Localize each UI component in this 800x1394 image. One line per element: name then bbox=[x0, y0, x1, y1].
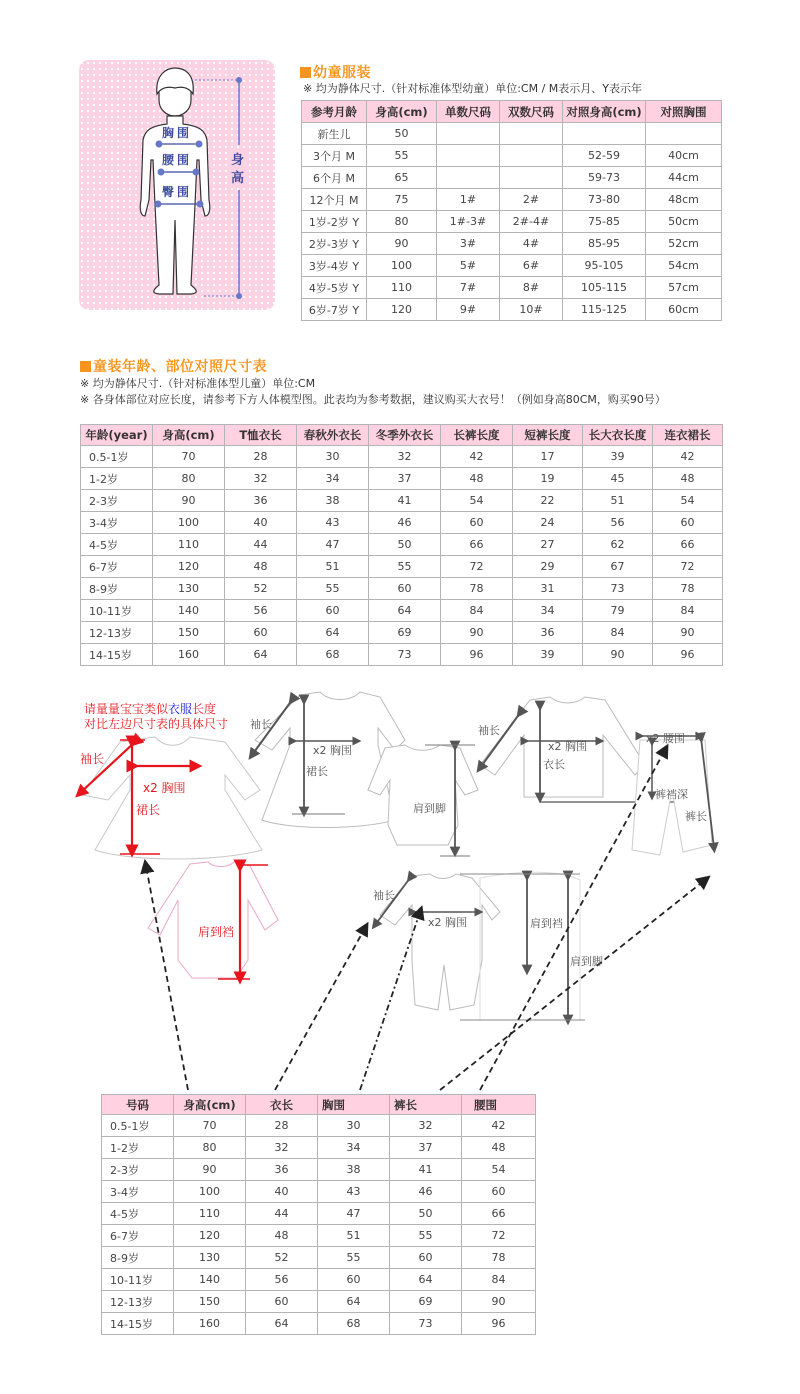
skirt-length-label-red: 裙长 bbox=[136, 803, 161, 817]
table-row: 0.5-1岁 70 28 30 32 42 bbox=[102, 1115, 536, 1137]
chest-x2-label: x2 胸围 bbox=[313, 744, 353, 757]
col-header: 单数尺码 bbox=[437, 101, 500, 123]
table-row: 1-2岁 80 32 34 37 48 19 45 48 bbox=[81, 468, 723, 490]
chest-x2-label: x2 胸围 bbox=[428, 916, 468, 929]
table-row: 0.5-1岁 70 28 30 32 42 17 39 42 bbox=[81, 446, 723, 468]
table-row: 4-5岁 110 44 47 50 66 27 62 66 bbox=[81, 534, 723, 556]
table-row: 6岁-7岁 Y 120 9# 10# 115-125 60cm bbox=[302, 299, 722, 321]
infant-section-title: 幼童服装 bbox=[300, 62, 371, 82]
chest-x2-label-red: x2 胸围 bbox=[143, 781, 186, 795]
measure-instruction-line-2: 对比左边尺寸表的具体尺寸 bbox=[84, 717, 229, 731]
table-row: 6-7岁 120 48 51 55 72 29 67 72 bbox=[81, 556, 723, 578]
table-row: 2岁-3岁 Y 90 3# 4# 85-95 52cm bbox=[302, 233, 722, 255]
shoulder-to-foot-label: 肩到脚 bbox=[413, 802, 446, 815]
table-row: 6个月 M 65 59-73 44cm bbox=[302, 167, 722, 189]
col-header: 对照身高(cm) bbox=[563, 101, 646, 123]
chest-label: 胸围 bbox=[162, 126, 193, 140]
table-row: 10-11岁 140 56 60 64 84 34 79 84 bbox=[81, 600, 723, 622]
infant-size-table bbox=[301, 100, 722, 321]
sleeve-length-label: 袖长 bbox=[250, 718, 272, 731]
square-bullet-icon bbox=[80, 361, 91, 372]
chest-x2-label: x2 胸围 bbox=[548, 740, 588, 753]
table-row: 1岁-2岁 Y 80 1#-3# 2#-4# 75-85 50cm bbox=[302, 211, 722, 233]
col-header: 双数尺码 bbox=[500, 101, 563, 123]
table-header-row bbox=[302, 101, 722, 123]
waist-x2-label: x2 腰围 bbox=[646, 732, 686, 745]
table-row: 3-4岁 100 40 43 46 60 bbox=[102, 1181, 536, 1203]
shoulder-to-foot-label: 肩到脚 bbox=[570, 955, 603, 968]
table-row: 1-2岁 80 32 34 37 48 bbox=[102, 1137, 536, 1159]
crotch-depth-label: 裤裆深 bbox=[655, 788, 688, 801]
table-row: 12-13岁 150 60 64 69 90 bbox=[102, 1291, 536, 1313]
col-header: 身高(cm) bbox=[367, 101, 437, 123]
body-model-figure bbox=[79, 60, 275, 310]
pants-length-label: 裤长 bbox=[685, 810, 707, 823]
col-header: 对照胸围 bbox=[646, 101, 722, 123]
infant-section-note: ※ 均为静体尺寸.（针对标准体型幼童）单位:CM / M表示月、Y表示年 bbox=[303, 82, 642, 95]
hip-label: 臀围 bbox=[162, 185, 193, 199]
dress-icon bbox=[80, 737, 262, 859]
sleeve-length-label: 袖长 bbox=[478, 724, 500, 737]
skirt-length-label: 裙长 bbox=[306, 765, 328, 778]
table-row: 2-3岁 90 36 38 41 54 22 51 54 bbox=[81, 490, 723, 512]
shoulder-to-crotch-label: 肩到裆 bbox=[530, 917, 563, 930]
table-row: 10-11岁 140 56 60 64 84 bbox=[102, 1269, 536, 1291]
height-label: 身高 bbox=[231, 153, 245, 186]
shoulder-to-crotch-label-red: 肩到裆 bbox=[198, 925, 235, 939]
footed-romper-icon bbox=[375, 872, 585, 1020]
kids-size-table bbox=[80, 424, 723, 666]
kids-section-title: 童装年龄、部位对照尺寸表 bbox=[80, 356, 267, 376]
table-header-row: 年龄(year) 身高(cm) T恤衣长 春秋外衣长 冬季外衣长 长裤长度 短裤长度 长大衣长度 连衣裙长 bbox=[81, 425, 723, 446]
table-row: 14-15岁 160 64 68 73 96 bbox=[102, 1313, 536, 1335]
square-bullet-icon bbox=[300, 67, 311, 78]
measure-size-table bbox=[101, 1094, 536, 1335]
table-row: 8-9岁 130 52 55 60 78 31 73 78 bbox=[81, 578, 723, 600]
table-row: 4-5岁 110 44 47 50 66 bbox=[102, 1203, 536, 1225]
table-row: 3个月 M 55 52-59 40cm bbox=[302, 145, 722, 167]
sleeve-length-label: 袖长 bbox=[373, 889, 395, 902]
table-row: 新生儿 50 bbox=[302, 123, 722, 145]
top-length-label: 衣长 bbox=[543, 758, 565, 771]
waist-label: 腰围 bbox=[162, 153, 193, 167]
table-row: 2-3岁 90 36 38 41 54 bbox=[102, 1159, 536, 1181]
sleeve-length-label-red: 袖长 bbox=[80, 752, 105, 766]
col-header: 参考月龄 bbox=[302, 101, 367, 123]
table-row: 3-4岁 100 40 43 46 60 24 56 60 bbox=[81, 512, 723, 534]
table-row: 12-13岁 150 60 64 69 90 36 84 90 bbox=[81, 622, 723, 644]
measure-instruction-line-1: 请量量宝宝类似衣服长度 bbox=[84, 702, 217, 716]
table-row: 14-15岁 160 64 68 73 96 39 90 96 bbox=[81, 644, 723, 666]
pink-bodysuit-icon bbox=[148, 862, 278, 979]
table-row: 12个月 M 75 1# 2# 73-80 48cm bbox=[302, 189, 722, 211]
kids-section-note-2: ※ 各身体部位对应长度，请参考下方人体模型图。此表均为参考数据，建议购买大衣号！（例如身高80CM，购买90号） bbox=[80, 393, 666, 406]
table-row: 6-7岁 120 48 51 55 72 bbox=[102, 1225, 536, 1247]
table-row: 8-9岁 130 52 55 60 78 bbox=[102, 1247, 536, 1269]
table-row: 4岁-5岁 Y 110 7# 8# 105-115 57cm bbox=[302, 277, 722, 299]
kids-section-note-1: ※ 均为静体尺寸.（针对标准体型儿童）单位:CM bbox=[80, 377, 316, 390]
table-header-row: 号码 身高(cm) 衣长 胸围 裤长 腰围 bbox=[102, 1095, 536, 1115]
table-row: 3岁-4岁 Y 100 5# 6# 95-105 54cm bbox=[302, 255, 722, 277]
